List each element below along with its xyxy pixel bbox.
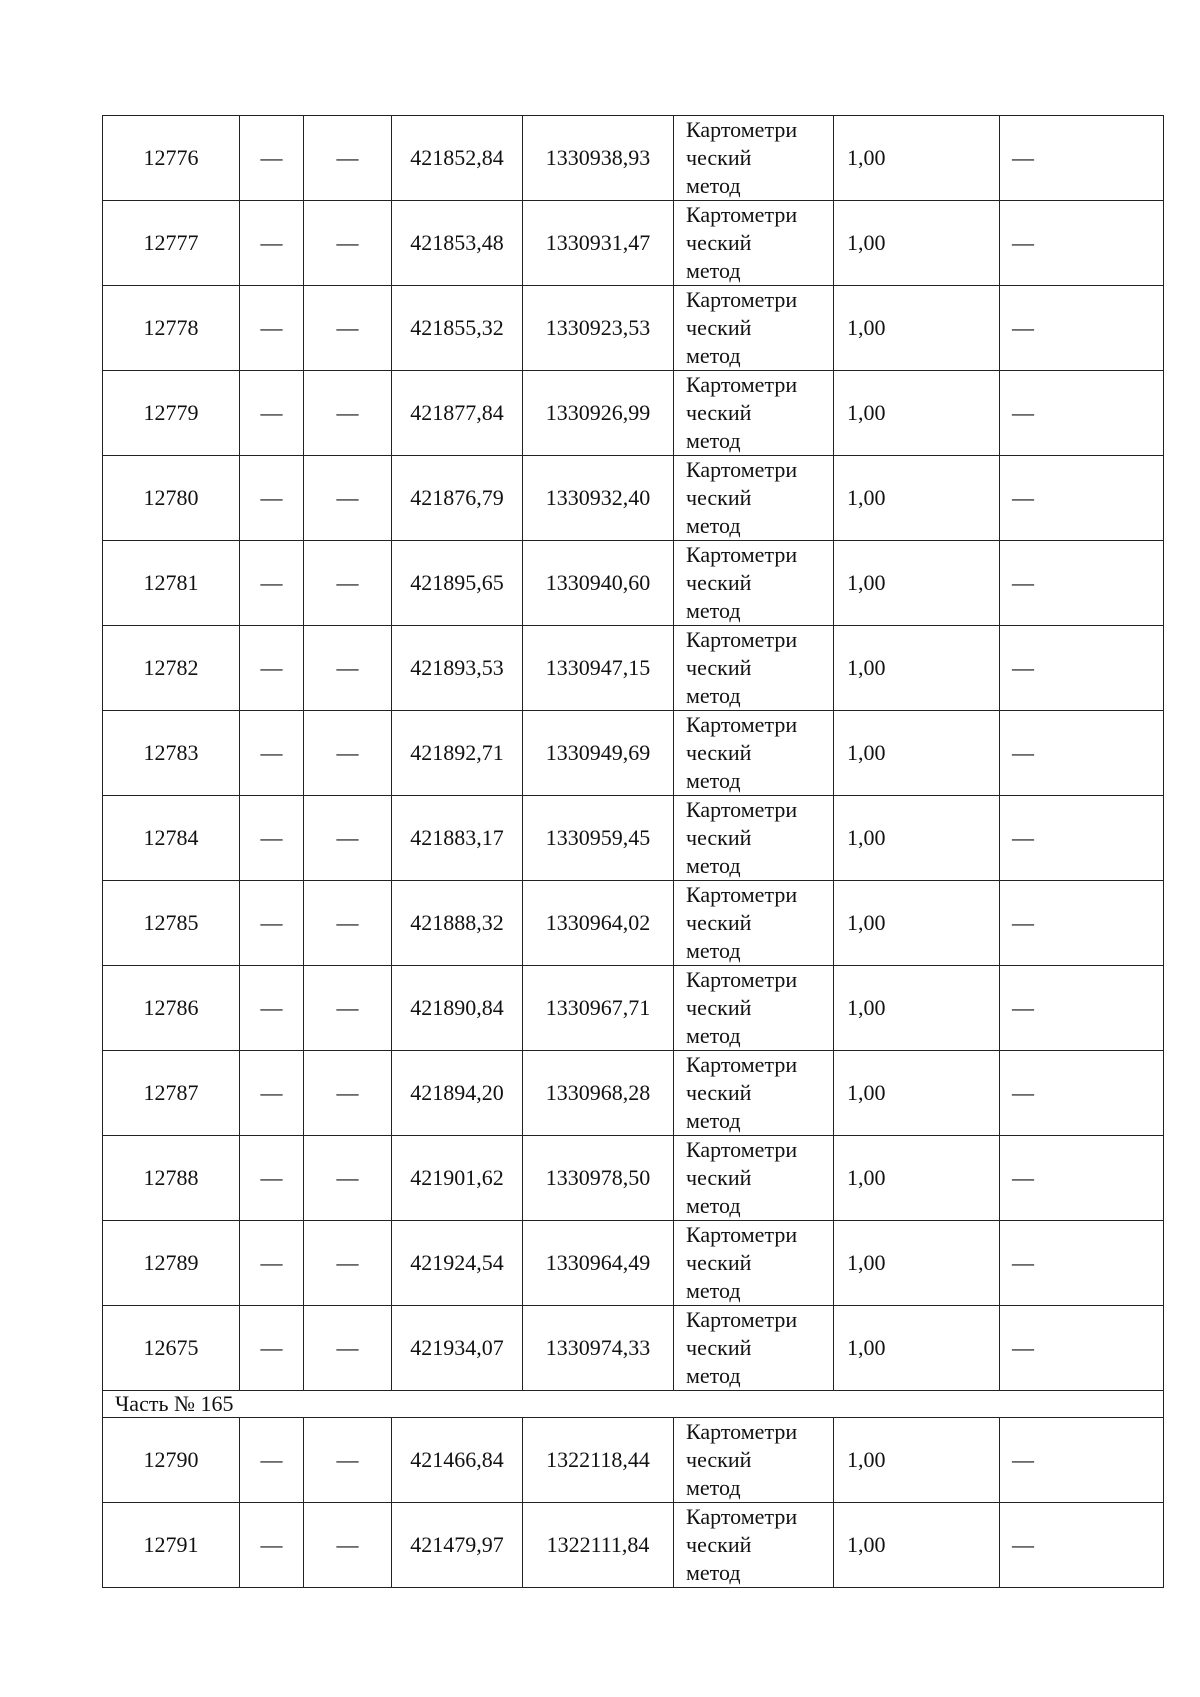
method-line-3: метод: [686, 1108, 741, 1133]
y-coordinate-cell: 1330931,47: [523, 201, 674, 286]
method-line-1: Картометри: [686, 117, 798, 142]
method-line-3: метод: [686, 1560, 741, 1585]
description-cell: —: [1000, 456, 1164, 541]
point-number-cell: 12790: [103, 1418, 240, 1503]
method-line-1: Картометри: [686, 1504, 798, 1529]
accuracy-cell: 1,00: [834, 1136, 1000, 1221]
description-cell: —: [1000, 201, 1164, 286]
method-line-3: метод: [686, 598, 741, 623]
x-coordinate-cell: 421893,53: [392, 626, 523, 711]
table-row: [103, 1503, 1164, 1588]
y-coordinate-cell: 1330926,99: [523, 371, 674, 456]
x-coordinate-cell: 421895,65: [392, 541, 523, 626]
point-number-cell: 12778: [103, 286, 240, 371]
empty-value-cell: —: [304, 1051, 392, 1136]
method-line-1: Картометри: [686, 627, 798, 652]
table-body: [103, 116, 1164, 1588]
method-line-1: Картометри: [686, 287, 798, 312]
method-cell: [674, 541, 834, 626]
method-line-3: метод: [686, 173, 741, 198]
method-line-2: ческий: [686, 655, 752, 680]
empty-value-cell: —: [240, 966, 304, 1051]
empty-value-cell: —: [304, 456, 392, 541]
method-cell: [674, 371, 834, 456]
x-coordinate-cell: 421894,20: [392, 1051, 523, 1136]
empty-value-cell: —: [240, 881, 304, 966]
description-cell: —: [1000, 1221, 1164, 1306]
y-coordinate-cell: 1322111,84: [523, 1503, 674, 1588]
y-coordinate-cell: 1330949,69: [523, 711, 674, 796]
table-row: [103, 541, 1164, 626]
method-line-3: метод: [686, 938, 741, 963]
point-number-cell: 12783: [103, 711, 240, 796]
section-header-row: [103, 1391, 1164, 1418]
method-line-1: Картометри: [686, 1052, 798, 1077]
accuracy-cell: 1,00: [834, 371, 1000, 456]
accuracy-cell: 1,00: [834, 1503, 1000, 1588]
method-cell: [674, 1306, 834, 1391]
y-coordinate-cell: 1330959,45: [523, 796, 674, 881]
accuracy-cell: 1,00: [834, 711, 1000, 796]
x-coordinate-cell: 421883,17: [392, 796, 523, 881]
method-line-2: ческий: [686, 230, 752, 255]
description-cell: —: [1000, 541, 1164, 626]
empty-value-cell: —: [240, 711, 304, 796]
empty-value-cell: —: [304, 286, 392, 371]
method-line-3: метод: [686, 1363, 741, 1388]
description-cell: —: [1000, 1051, 1164, 1136]
table-row: [103, 1221, 1164, 1306]
table-row: [103, 711, 1164, 796]
empty-value-cell: —: [240, 1306, 304, 1391]
y-coordinate-cell: 1330968,28: [523, 1051, 674, 1136]
point-number-cell: 12788: [103, 1136, 240, 1221]
method-line-1: Картометри: [686, 712, 798, 737]
method-cell: [674, 881, 834, 966]
table-row: [103, 796, 1164, 881]
method-line-1: Картометри: [686, 542, 798, 567]
point-number-cell: 12791: [103, 1503, 240, 1588]
method-line-3: метод: [686, 768, 741, 793]
description-cell: —: [1000, 1418, 1164, 1503]
x-coordinate-cell: 421892,71: [392, 711, 523, 796]
empty-value-cell: —: [304, 1306, 392, 1391]
method-line-3: метод: [686, 258, 741, 283]
empty-value-cell: —: [240, 1136, 304, 1221]
empty-value-cell: —: [240, 371, 304, 456]
accuracy-cell: 1,00: [834, 1051, 1000, 1136]
method-line-2: ческий: [686, 740, 752, 765]
point-number-cell: 12780: [103, 456, 240, 541]
description-cell: —: [1000, 1136, 1164, 1221]
empty-value-cell: —: [240, 796, 304, 881]
empty-value-cell: —: [240, 201, 304, 286]
point-number-cell: 12777: [103, 201, 240, 286]
y-coordinate-cell: 1330964,49: [523, 1221, 674, 1306]
description-cell: —: [1000, 626, 1164, 711]
method-line-3: метод: [686, 1475, 741, 1500]
method-line-2: ческий: [686, 1335, 752, 1360]
point-number-cell: 12776: [103, 116, 240, 201]
method-line-2: ческий: [686, 1250, 752, 1275]
method-line-3: метод: [686, 1193, 741, 1218]
x-coordinate-cell: 421924,54: [392, 1221, 523, 1306]
section-label: Часть № 165: [103, 1391, 1164, 1418]
description-cell: —: [1000, 1306, 1164, 1391]
table-row: [103, 371, 1164, 456]
method-cell: [674, 966, 834, 1051]
table-row: [103, 456, 1164, 541]
point-number-cell: 12784: [103, 796, 240, 881]
method-line-1: Картометри: [686, 1222, 798, 1247]
y-coordinate-cell: 1330947,15: [523, 626, 674, 711]
method-line-1: Картометри: [686, 457, 798, 482]
method-line-2: ческий: [686, 570, 752, 595]
x-coordinate-cell: 421852,84: [392, 116, 523, 201]
method-cell: [674, 1418, 834, 1503]
x-coordinate-cell: 421853,48: [392, 201, 523, 286]
empty-value-cell: —: [304, 881, 392, 966]
accuracy-cell: 1,00: [834, 1306, 1000, 1391]
method-line-2: ческий: [686, 825, 752, 850]
method-cell: [674, 116, 834, 201]
empty-value-cell: —: [240, 541, 304, 626]
accuracy-cell: 1,00: [834, 626, 1000, 711]
table-row: [103, 1051, 1164, 1136]
method-line-2: ческий: [686, 995, 752, 1020]
point-number-cell: 12787: [103, 1051, 240, 1136]
method-line-2: ческий: [686, 1165, 752, 1190]
table-row: [103, 881, 1164, 966]
empty-value-cell: —: [240, 626, 304, 711]
y-coordinate-cell: 1330974,33: [523, 1306, 674, 1391]
method-line-2: ческий: [686, 1080, 752, 1105]
point-number-cell: 12789: [103, 1221, 240, 1306]
y-coordinate-cell: 1330923,53: [523, 286, 674, 371]
method-line-2: ческий: [686, 145, 752, 170]
method-line-3: метод: [686, 1278, 741, 1303]
point-number-cell: 12781: [103, 541, 240, 626]
empty-value-cell: —: [304, 966, 392, 1051]
method-line-1: Картометри: [686, 202, 798, 227]
x-coordinate-cell: 421934,07: [392, 1306, 523, 1391]
point-number-cell: 12782: [103, 626, 240, 711]
method-line-3: метод: [686, 683, 741, 708]
method-line-2: ческий: [686, 1532, 752, 1557]
accuracy-cell: 1,00: [834, 456, 1000, 541]
empty-value-cell: —: [304, 1136, 392, 1221]
method-line-1: Картометри: [686, 967, 798, 992]
method-cell: [674, 626, 834, 711]
x-coordinate-cell: 421901,62: [392, 1136, 523, 1221]
y-coordinate-cell: 1330964,02: [523, 881, 674, 966]
x-coordinate-cell: 421888,32: [392, 881, 523, 966]
method-line-1: Картометри: [686, 372, 798, 397]
method-line-3: метод: [686, 1023, 741, 1048]
y-coordinate-cell: 1330932,40: [523, 456, 674, 541]
method-line-1: Картометри: [686, 797, 798, 822]
description-cell: —: [1000, 966, 1164, 1051]
method-line-1: Картометри: [686, 882, 798, 907]
point-number-cell: 12786: [103, 966, 240, 1051]
table-row: [103, 966, 1164, 1051]
method-cell: [674, 1136, 834, 1221]
method-cell: [674, 286, 834, 371]
method-line-2: ческий: [686, 315, 752, 340]
accuracy-cell: 1,00: [834, 1221, 1000, 1306]
x-coordinate-cell: 421855,32: [392, 286, 523, 371]
y-coordinate-cell: 1330940,60: [523, 541, 674, 626]
description-cell: —: [1000, 116, 1164, 201]
x-coordinate-cell: 421466,84: [392, 1418, 523, 1503]
method-cell: [674, 711, 834, 796]
method-line-3: метод: [686, 428, 741, 453]
table-row: [103, 286, 1164, 371]
empty-value-cell: —: [304, 1418, 392, 1503]
method-cell: [674, 201, 834, 286]
point-number-cell: 12675: [103, 1306, 240, 1391]
table-row: [103, 116, 1164, 201]
y-coordinate-cell: 1330978,50: [523, 1136, 674, 1221]
description-cell: —: [1000, 881, 1164, 966]
method-cell: [674, 456, 834, 541]
description-cell: —: [1000, 371, 1164, 456]
empty-value-cell: —: [304, 711, 392, 796]
empty-value-cell: —: [304, 116, 392, 201]
accuracy-cell: 1,00: [834, 541, 1000, 626]
method-line-1: Картометри: [686, 1419, 798, 1444]
empty-value-cell: —: [240, 1503, 304, 1588]
method-line-2: ческий: [686, 910, 752, 935]
method-cell: [674, 1051, 834, 1136]
method-line-3: метод: [686, 853, 741, 878]
accuracy-cell: 1,00: [834, 116, 1000, 201]
empty-value-cell: —: [304, 1221, 392, 1306]
method-line-1: Картометри: [686, 1137, 798, 1162]
description-cell: —: [1000, 286, 1164, 371]
empty-value-cell: —: [304, 796, 392, 881]
empty-value-cell: —: [304, 541, 392, 626]
empty-value-cell: —: [240, 286, 304, 371]
empty-value-cell: —: [240, 1418, 304, 1503]
method-line-3: метод: [686, 513, 741, 538]
empty-value-cell: —: [304, 201, 392, 286]
table-row: [103, 626, 1164, 711]
empty-value-cell: —: [240, 1051, 304, 1136]
method-line-3: метод: [686, 343, 741, 368]
table-row: [103, 1136, 1164, 1221]
coordinates-table: [102, 115, 1164, 1588]
method-line-2: ческий: [686, 1447, 752, 1472]
y-coordinate-cell: 1322118,44: [523, 1418, 674, 1503]
empty-value-cell: —: [304, 371, 392, 456]
method-line-1: Картометри: [686, 1307, 798, 1332]
table-row: [103, 1306, 1164, 1391]
accuracy-cell: 1,00: [834, 1418, 1000, 1503]
empty-value-cell: —: [240, 116, 304, 201]
x-coordinate-cell: 421479,97: [392, 1503, 523, 1588]
x-coordinate-cell: 421890,84: [392, 966, 523, 1051]
accuracy-cell: 1,00: [834, 881, 1000, 966]
y-coordinate-cell: 1330967,71: [523, 966, 674, 1051]
empty-value-cell: —: [240, 456, 304, 541]
method-cell: [674, 796, 834, 881]
empty-value-cell: —: [304, 626, 392, 711]
method-line-2: ческий: [686, 485, 752, 510]
empty-value-cell: —: [304, 1503, 392, 1588]
description-cell: —: [1000, 711, 1164, 796]
description-cell: —: [1000, 1503, 1164, 1588]
x-coordinate-cell: 421877,84: [392, 371, 523, 456]
table-row: [103, 1418, 1164, 1503]
x-coordinate-cell: 421876,79: [392, 456, 523, 541]
accuracy-cell: 1,00: [834, 796, 1000, 881]
accuracy-cell: 1,00: [834, 201, 1000, 286]
accuracy-cell: 1,00: [834, 966, 1000, 1051]
description-cell: —: [1000, 796, 1164, 881]
method-line-2: ческий: [686, 400, 752, 425]
accuracy-cell: 1,00: [834, 286, 1000, 371]
method-cell: [674, 1503, 834, 1588]
method-cell: [674, 1221, 834, 1306]
y-coordinate-cell: 1330938,93: [523, 116, 674, 201]
point-number-cell: 12779: [103, 371, 240, 456]
table-row: [103, 201, 1164, 286]
empty-value-cell: —: [240, 1221, 304, 1306]
point-number-cell: 12785: [103, 881, 240, 966]
